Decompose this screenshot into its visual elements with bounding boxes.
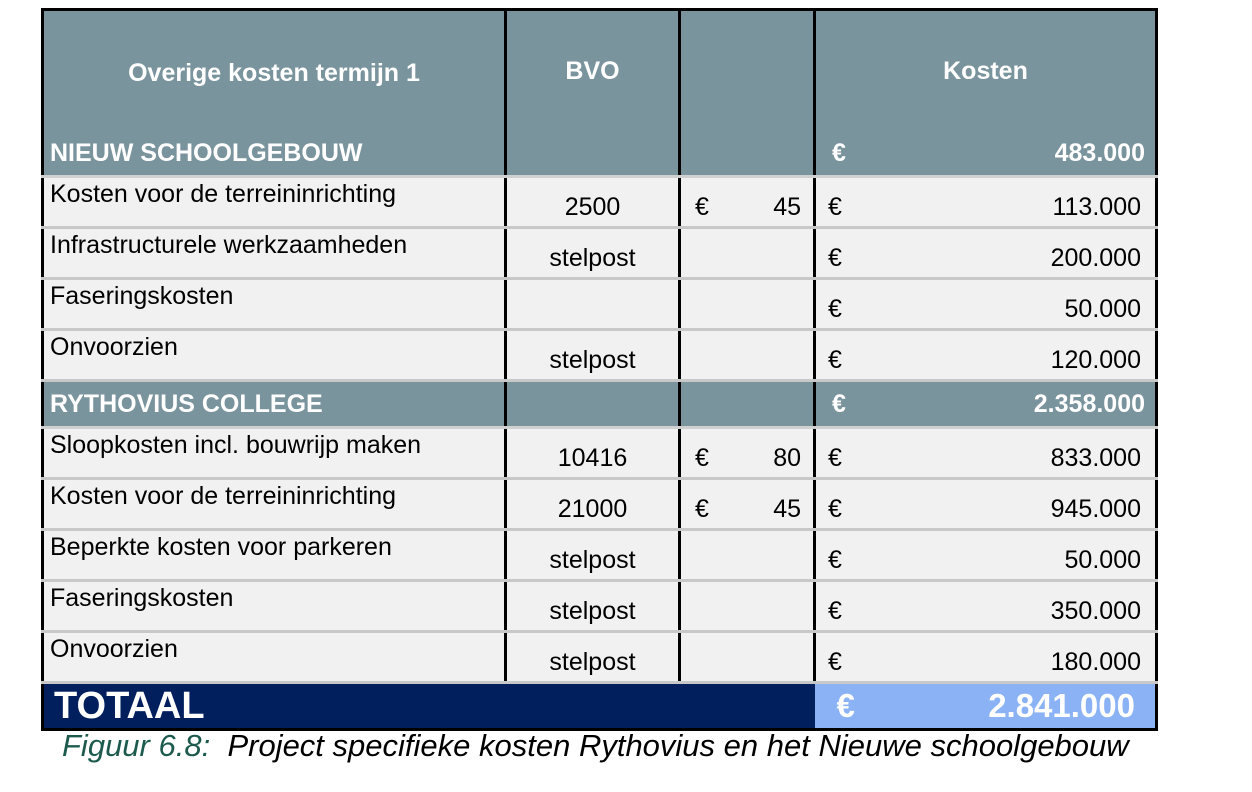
currency-symbol: €: [828, 495, 842, 523]
currency-symbol: €: [695, 444, 709, 472]
header-kosten: Kosten: [815, 10, 1157, 132]
item-label: Infrastructurele werkzaamheden: [43, 228, 506, 279]
item-cost-value: 200.000: [1050, 244, 1141, 272]
item-bvo: stelpost: [506, 228, 680, 279]
header-description: Overige kosten termijn 1: [43, 10, 506, 132]
item-rate-wrap: [681, 193, 813, 222]
item-bvo: 2500: [506, 177, 680, 228]
section-total-cell: [815, 131, 1157, 177]
item-rate-wrap: [681, 495, 813, 524]
total-value-wrap: [815, 687, 1156, 725]
currency-symbol: €: [832, 138, 846, 167]
section-total-cell: [815, 381, 1157, 428]
item-rate-wrap: [681, 444, 813, 473]
section-rate-empty: [680, 131, 815, 177]
item-rate-cell: [680, 428, 815, 479]
item-cost-wrap: [816, 346, 1155, 375]
section-row: [43, 131, 1157, 177]
currency-symbol: €: [828, 295, 842, 323]
item-cost-value: 113.000: [1052, 193, 1141, 221]
section-title: NIEUW SCHOOLGEBOUW: [43, 131, 506, 177]
table-row: [43, 581, 1157, 632]
item-cost-wrap: [816, 193, 1155, 222]
currency-symbol: €: [832, 389, 846, 418]
item-rate-cell: [680, 581, 815, 632]
item-cost-value: 120.000: [1050, 346, 1141, 374]
currency-symbol: €: [828, 648, 842, 676]
table-row: [43, 330, 1157, 381]
item-cost-wrap: [816, 546, 1155, 575]
item-cost-wrap: [816, 648, 1155, 677]
currency-symbol: €: [828, 444, 842, 472]
section-total-value: 483.000: [1054, 138, 1145, 167]
item-bvo: [506, 279, 680, 330]
total-row: [43, 683, 1157, 730]
item-cost-wrap: [816, 444, 1155, 473]
cost-table: [41, 8, 1158, 731]
item-rate-cell: [680, 228, 815, 279]
item-cost-value: 350.000: [1050, 597, 1141, 625]
item-rate-value: 45: [773, 193, 801, 221]
item-cost-value: 50.000: [1064, 295, 1141, 323]
item-bvo: stelpost: [506, 632, 680, 683]
item-label: Sloopkosten incl. bouwrijp maken: [43, 428, 506, 479]
cost-table-container: [41, 8, 1155, 731]
item-bvo: 21000: [506, 479, 680, 530]
header-rate: [680, 10, 815, 132]
caption-figure-number: Figuur 6.8:: [62, 728, 211, 763]
item-rate-cell: [680, 632, 815, 683]
item-label: Onvoorzien: [43, 632, 506, 683]
item-bvo: stelpost: [506, 581, 680, 632]
item-cost-cell: [815, 228, 1157, 279]
item-cost-value: 180.000: [1050, 648, 1141, 676]
table-row: [43, 530, 1157, 581]
item-bvo: 10416: [506, 428, 680, 479]
item-bvo: stelpost: [506, 330, 680, 381]
item-cost-wrap: [816, 597, 1155, 626]
item-cost-cell: [815, 632, 1157, 683]
item-rate-cell: [680, 330, 815, 381]
section-title: RYTHOVIUS COLLEGE: [43, 381, 506, 428]
currency-symbol: €: [828, 597, 842, 625]
table-row: [43, 479, 1157, 530]
item-rate-cell: [680, 530, 815, 581]
currency-symbol: €: [828, 193, 842, 221]
currency-symbol: €: [695, 193, 709, 221]
item-rate-cell: [680, 479, 815, 530]
item-rate-cell: [680, 279, 815, 330]
item-rate-cell: [680, 177, 815, 228]
table-row: [43, 632, 1157, 683]
item-rate-value: 45: [773, 495, 801, 523]
item-cost-wrap: [816, 295, 1155, 324]
header-bvo: BVO: [506, 10, 680, 132]
table-row: [43, 428, 1157, 479]
item-bvo: stelpost: [506, 530, 680, 581]
section-rate-empty: [680, 381, 815, 428]
item-label: Faseringskosten: [43, 581, 506, 632]
item-label: Kosten voor de terreininrichting: [43, 177, 506, 228]
item-cost-value: 833.000: [1050, 444, 1141, 472]
figure-caption: [62, 728, 1129, 764]
item-cost-cell: [815, 530, 1157, 581]
table-row: [43, 177, 1157, 228]
section-total-value: 2.358.000: [1033, 389, 1145, 418]
section-total-wrap: [816, 139, 1155, 168]
item-label: Faseringskosten: [43, 279, 506, 330]
item-cost-value: 50.000: [1064, 546, 1141, 574]
currency-symbol: €: [828, 346, 842, 374]
section-bvo-empty: [506, 131, 680, 177]
table-header-row: [43, 10, 1157, 132]
item-label: Beperkte kosten voor parkeren: [43, 530, 506, 581]
section-bvo-empty: [506, 381, 680, 428]
item-cost-cell: [815, 177, 1157, 228]
currency-symbol: €: [695, 495, 709, 523]
item-label: Kosten voor de terreininrichting: [43, 479, 506, 530]
item-cost-wrap: [816, 244, 1155, 273]
table-row: [43, 279, 1157, 330]
currency-symbol: €: [836, 687, 855, 724]
currency-symbol: €: [828, 244, 842, 272]
currency-symbol: €: [828, 546, 842, 574]
caption-text: Project specifieke kosten Rythovius en het Nieuwe schoolgebouw: [227, 728, 1129, 763]
item-cost-cell: [815, 279, 1157, 330]
item-cost-cell: [815, 428, 1157, 479]
total-value-value: 2.841.000: [988, 687, 1135, 724]
item-rate-value: 80: [773, 444, 801, 472]
total-value-cell: [815, 683, 1157, 730]
item-cost-cell: [815, 479, 1157, 530]
table-row: [43, 228, 1157, 279]
item-cost-wrap: [816, 495, 1155, 524]
section-row: [43, 381, 1157, 428]
item-cost-cell: [815, 581, 1157, 632]
total-label: TOTAAL: [43, 683, 815, 730]
item-cost-cell: [815, 330, 1157, 381]
item-label: Onvoorzien: [43, 330, 506, 381]
item-cost-value: 945.000: [1050, 495, 1141, 523]
section-total-wrap: [816, 390, 1155, 419]
